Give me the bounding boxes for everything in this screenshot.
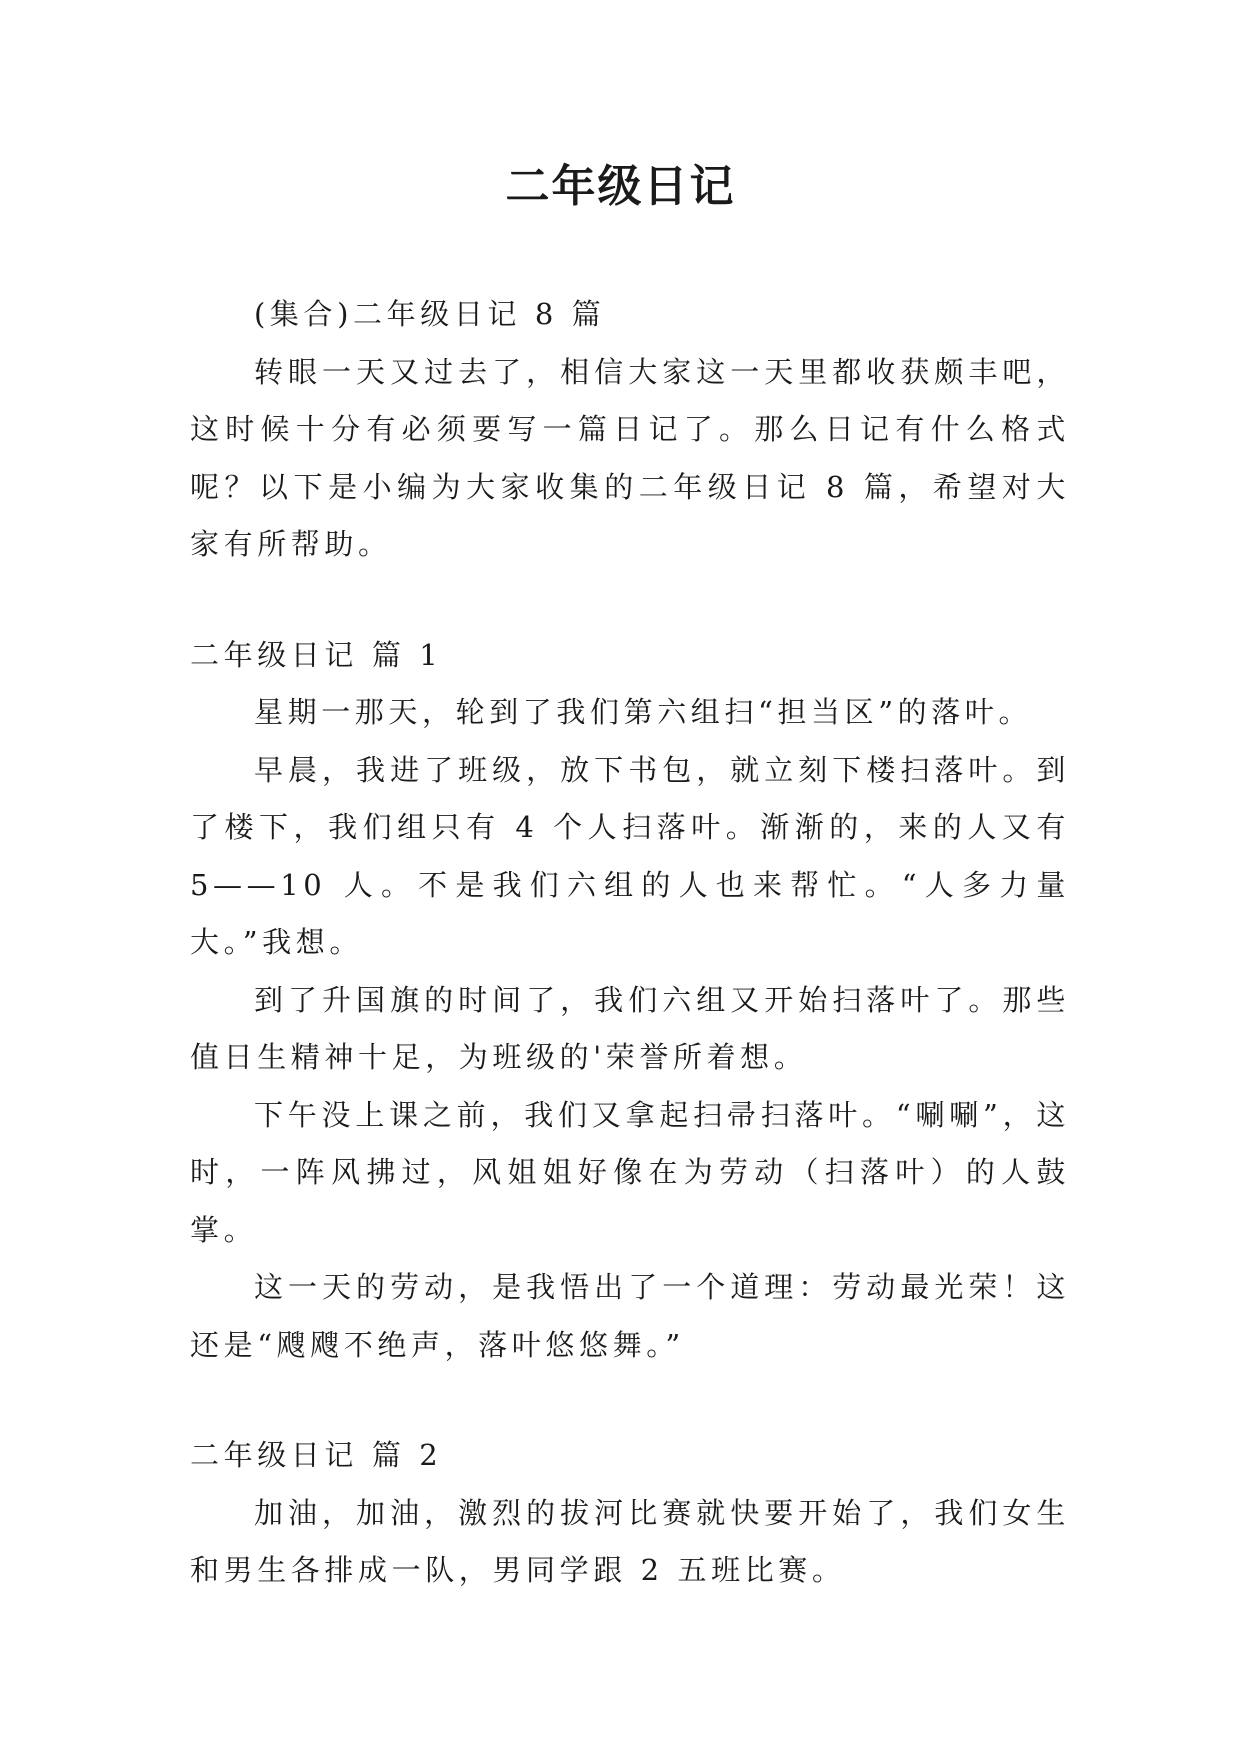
section-gap xyxy=(190,1374,1070,1427)
document-body xyxy=(190,286,1070,1600)
section-1-paragraph-3: 到了升国旗的时间了，我们六组又开始扫落叶了。那些值日生精神十足，为班级的'荣誉所着想。 xyxy=(190,982,1070,1074)
section-1-paragraph-2: 早晨，我进了班级，放下书包，就立刻下楼扫落叶。到了楼下，我们组只有 4 个人扫落叶。渐渐的，来的人又有 5——10 人。不是我们六组的人也来帮忙。“人多力量大。”我想。 xyxy=(190,752,1070,959)
section-1-paragraph-4: 下午没上课之前，我们又拿起扫帚扫落叶。“唰唰”，这时，一阵风拂过，风姐姐好像在为劳动（扫落叶）的人鼓掌。 xyxy=(190,1097,1070,1247)
intro-subtitle: (集合)二年级日记 8 篇 xyxy=(254,297,606,331)
document-title: 二年级日记 xyxy=(505,161,736,212)
section-1-paragraph-1: 星期一那天，轮到了我们第六组扫“担当区”的落叶。 xyxy=(254,695,1033,729)
section-heading-2: 二年级日记 篇 2 xyxy=(190,1438,443,1472)
section-gap xyxy=(190,574,1070,627)
intro-paragraph: 转眼一天又过去了，相信大家这一天里都收获颇丰吧，这时候十分有必须要写一篇日记了。那么日记有什么格式呢？以下是小编为大家收集的二年级日记 8 篇，希望对大家有所帮助。 xyxy=(190,354,1070,561)
section-heading-1: 二年级日记 篇 1 xyxy=(190,637,443,672)
section-1-paragraph-5: 这一天的劳动，是我悟出了一个道理：劳动最光荣！这还是“飕飕不绝声，落叶悠悠舞。” xyxy=(190,1270,1070,1362)
section-2-paragraph-1: 加油，加油，激烈的拔河比赛就快要开始了，我们女生和男生各排成一队，男同学跟 2 五班比赛。 xyxy=(190,1495,1070,1587)
